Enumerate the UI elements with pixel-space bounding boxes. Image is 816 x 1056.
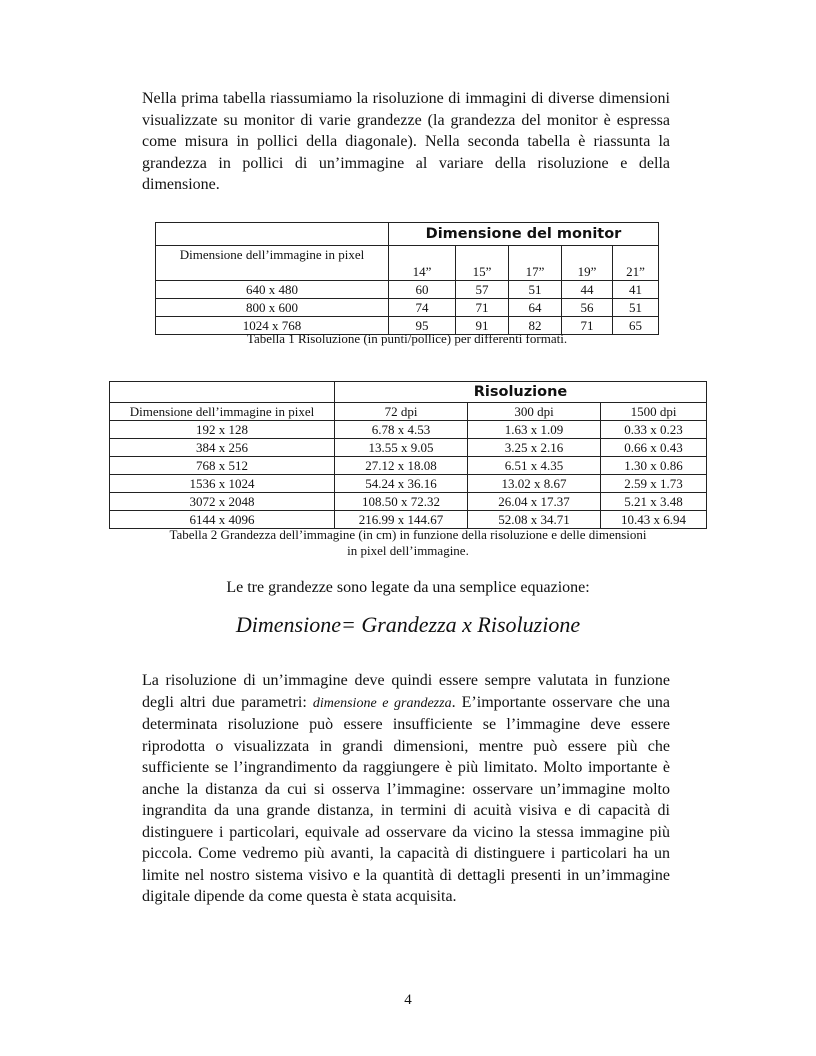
size-header: 21” <box>613 246 659 281</box>
cell: 57 <box>456 281 509 299</box>
cell: 71 <box>456 299 509 317</box>
cell: 13.55 x 9.05 <box>335 439 468 457</box>
cell: 44 <box>562 281 613 299</box>
row-label: 3072 x 2048 <box>110 493 335 511</box>
cell: 51 <box>509 281 562 299</box>
cell: 0.66 x 0.43 <box>601 439 707 457</box>
cell: 1.30 x 0.86 <box>601 457 707 475</box>
cell: 6.78 x 4.53 <box>335 421 468 439</box>
cell: 60 <box>389 281 456 299</box>
monitor-group-header: Dimensione del monitor <box>389 223 659 246</box>
cell: 13.02 x 8.67 <box>468 475 601 493</box>
equation-intro: Le tre grandezze sono legate da una semplice equazione: <box>226 579 590 596</box>
equation: Dimensione= Grandezza x Risoluzione <box>235 612 581 637</box>
cell: 95 <box>389 317 456 335</box>
table2-caption-line1: Tabella 2 Grandezza dell’immagine (in cm) in funzione della risoluzione e delle dimensioni <box>169 527 647 542</box>
cell: 0.33 x 0.23 <box>601 421 707 439</box>
cell: 6.51 x 4.35 <box>468 457 601 475</box>
resolution-header: 1500 dpi <box>601 403 707 421</box>
cell: 54.24 x 36.16 <box>335 475 468 493</box>
cell: 91 <box>456 317 509 335</box>
cell: 71 <box>562 317 613 335</box>
row-label: 640 x 480 <box>156 281 389 299</box>
body-paragraph <box>142 670 670 908</box>
row-label: 1536 x 1024 <box>110 475 335 493</box>
row-label: 6144 x 4096 <box>110 511 335 529</box>
image-size-table <box>109 381 707 529</box>
row-label: 1024 x 768 <box>156 317 389 335</box>
body-text-part1: La risoluzione di un’immagine deve quindi essere sempre valutata in funzione degli altri due parametri: <box>142 672 670 711</box>
table-row <box>110 475 707 493</box>
table-row <box>110 439 707 457</box>
cell: 2.59 x 1.73 <box>601 475 707 493</box>
table-row <box>156 281 659 299</box>
row-label: 192 x 128 <box>110 421 335 439</box>
table-row <box>110 493 707 511</box>
resolution-header: 300 dpi <box>468 403 601 421</box>
page-number: 4 <box>404 992 412 1008</box>
row-header-cell: Dimensione dell’immagine in pixel <box>110 403 335 421</box>
row-label: 384 x 256 <box>110 439 335 457</box>
cell: 108.50 x 72.32 <box>335 493 468 511</box>
table2-caption-line2: in pixel dell’immagine. <box>347 543 469 558</box>
table2-caption <box>130 527 686 559</box>
cell: 64 <box>509 299 562 317</box>
table1-caption: Tabella 1 Risoluzione (in punti/pollice) per differenti formati. <box>246 331 568 346</box>
cell: 56 <box>562 299 613 317</box>
table-header-row <box>156 223 659 246</box>
row-header-cell: Dimensione dell’immagine in pixel <box>156 246 389 281</box>
table-subheader-row <box>110 403 707 421</box>
cell: 52.08 x 34.71 <box>468 511 601 529</box>
table-subheader-row <box>156 246 659 281</box>
cell: 26.04 x 17.37 <box>468 493 601 511</box>
cell: 74 <box>389 299 456 317</box>
size-header: 19” <box>562 246 613 281</box>
body-text-part2: . E’importante osservare che una determinata risoluzione può essere insufficiente se l’immagine deve essere riprodotta o visualizzata in grandi dimensioni, mentre può essere più che sufficiente se l’ingrandimento da raggiungere è più limitato. Molto importante è anche la distanza da cui si osserva l’immagine: osservare un’immagine molto ingrandita da una grande distanza, in termini di acuità visiva e di capacità di distinguere i particolari, equivale ad osservare da vicino la stessa immagine più piccola. Come vedremo più avanti, la capacità di distinguere i particolari ha un limite nel nostro sistema visivo e la quantità di dettagli presenti in un’immagine digitale dipende da come questa è stata acquisita. <box>142 693 670 905</box>
cell: 41 <box>613 281 659 299</box>
size-header: 15” <box>456 246 509 281</box>
cell: 216.99 x 144.67 <box>335 511 468 529</box>
table-row <box>110 511 707 529</box>
cell: 65 <box>613 317 659 335</box>
table-header-row <box>110 382 707 403</box>
cell: 5.21 x 3.48 <box>601 493 707 511</box>
cell: 51 <box>613 299 659 317</box>
table-row <box>110 421 707 439</box>
row-label: 800 x 600 <box>156 299 389 317</box>
body-emphasis: dimensione e grandezza <box>312 695 452 711</box>
cell: 3.25 x 2.16 <box>468 439 601 457</box>
cell: 1.63 x 1.09 <box>468 421 601 439</box>
empty-corner-cell <box>156 223 389 246</box>
intro-paragraph: Nella prima tabella riassumiamo la risoluzione di immagini di diverse dimensioni visualizzate su monitor di varie grandezze (la grandezza del monitor è espressa come misura in pollici della diagonale). Nella seconda tabella è riassunta la grandezza in pollici di un’immagine al variare della risoluzione e della dimensione. <box>142 90 670 193</box>
row-label: 768 x 512 <box>110 457 335 475</box>
cell: 27.12 x 18.08 <box>335 457 468 475</box>
empty-corner-cell <box>110 382 335 403</box>
table-row <box>110 457 707 475</box>
cell: 10.43 x 6.94 <box>601 511 707 529</box>
monitor-resolution-table <box>155 222 659 335</box>
size-header: 14” <box>389 246 456 281</box>
resolution-header: 72 dpi <box>335 403 468 421</box>
resolution-group-header: Risoluzione <box>335 382 707 403</box>
cell: 82 <box>509 317 562 335</box>
size-header: 17” <box>509 246 562 281</box>
table-row <box>156 299 659 317</box>
